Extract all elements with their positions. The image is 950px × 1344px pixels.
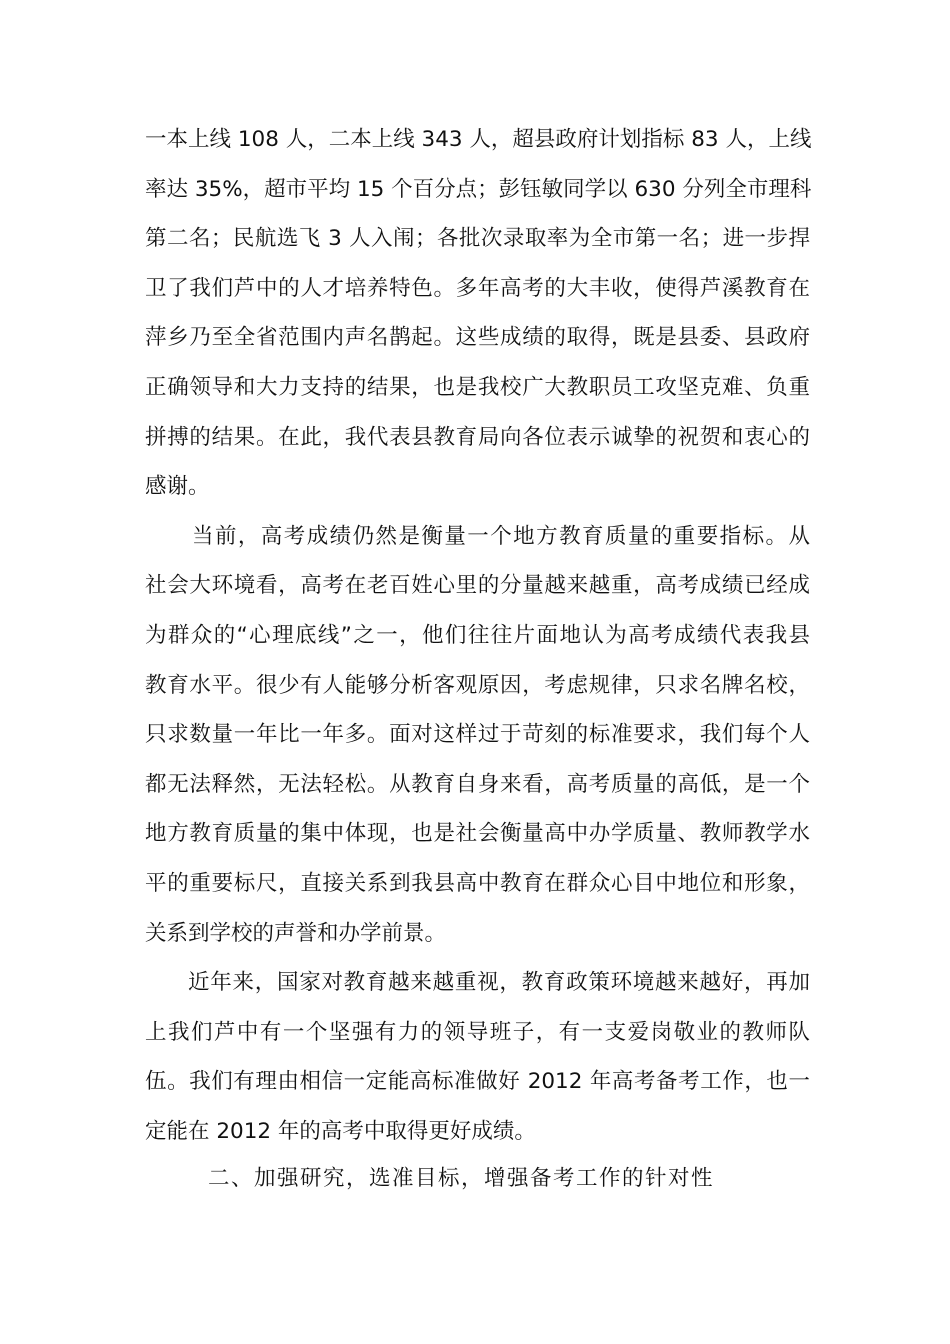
text-line: 为群众的“心理底线”之一，他们往往片面地认为高考成绩代表我县 bbox=[145, 622, 810, 648]
text-line: 都无法释然，无法轻松。从教育自身来看，高考质量的高低，是一个 bbox=[145, 771, 810, 797]
text-line: 正确领导和大力支持的结果，也是我校广大教职员工攻坚克难、负重 bbox=[145, 374, 810, 400]
text-line: 教育水平。很少有人能够分析客观原因，考虑规律，只求名牌名校， bbox=[145, 672, 810, 698]
text-line: 地方教育质量的集中体现，也是社会衡量高中办学质量、教师教学水 bbox=[145, 821, 810, 847]
text-line: 感谢。 bbox=[145, 474, 210, 500]
text-line: 卫了我们芦中的人才培养特色。多年高考的大丰收，使得芦溪教育在 bbox=[145, 275, 810, 301]
text-line: 关系到学校的声誉和办学前景。 bbox=[145, 920, 447, 946]
text-line: 社会大环境看，高考在老百姓心里的分量越来越重，高考成绩已经成 bbox=[145, 573, 810, 599]
section-heading: 二、加强研究，选准目标，增强备考工作的针对性 bbox=[208, 1166, 715, 1191]
text-line: 拼搏的结果。在此，我代表县教育局向各位表示诚挚的祝贺和衷心的 bbox=[145, 424, 810, 450]
paragraph-3 bbox=[145, 958, 810, 1156]
text-line: 平的重要标尺，直接关系到我县高中教育在群众心目中地位和形象， bbox=[145, 870, 810, 896]
text-line: 当前，高考成绩仍然是衡量一个地方教育质量的重要指标。从 bbox=[192, 523, 810, 549]
text-line: 只求数量一年比一年多。面对这样过于苛刻的标准要求，我们每个人 bbox=[145, 722, 810, 748]
text-line: 第二名；民航选飞 3 人入闱；各批次录取率为全市第一名；进一步捍 bbox=[145, 226, 810, 252]
text-line: 一本上线 108 人，二本上线 343 人，超县政府计划指标 83 人，上线 bbox=[145, 127, 812, 152]
text-line: 伍。我们有理由相信一定能高标准做好 2012 年高考备考工作，也一 bbox=[145, 1069, 810, 1095]
text-line: 上我们芦中有一个坚强有力的领导班子，有一支爱岗敬业的教师队 bbox=[145, 1019, 810, 1045]
paragraph-2 bbox=[145, 512, 810, 958]
document-body bbox=[145, 115, 810, 1156]
paragraph-1 bbox=[145, 115, 810, 512]
text-line: 率达 35%，超市平均 15 个百分点；彭钰敏同学以 630 分列全市理科 bbox=[145, 176, 812, 202]
text-line: 萍乡乃至全省范围内声名鹊起。这些成绩的取得，既是县委、县政府 bbox=[145, 325, 810, 351]
text-line: 定能在 2012 年的高考中取得更好成绩。 bbox=[145, 1118, 536, 1144]
text-line: 近年来，国家对教育越来越重视，教育政策环境越来越好，再加 bbox=[188, 970, 810, 996]
